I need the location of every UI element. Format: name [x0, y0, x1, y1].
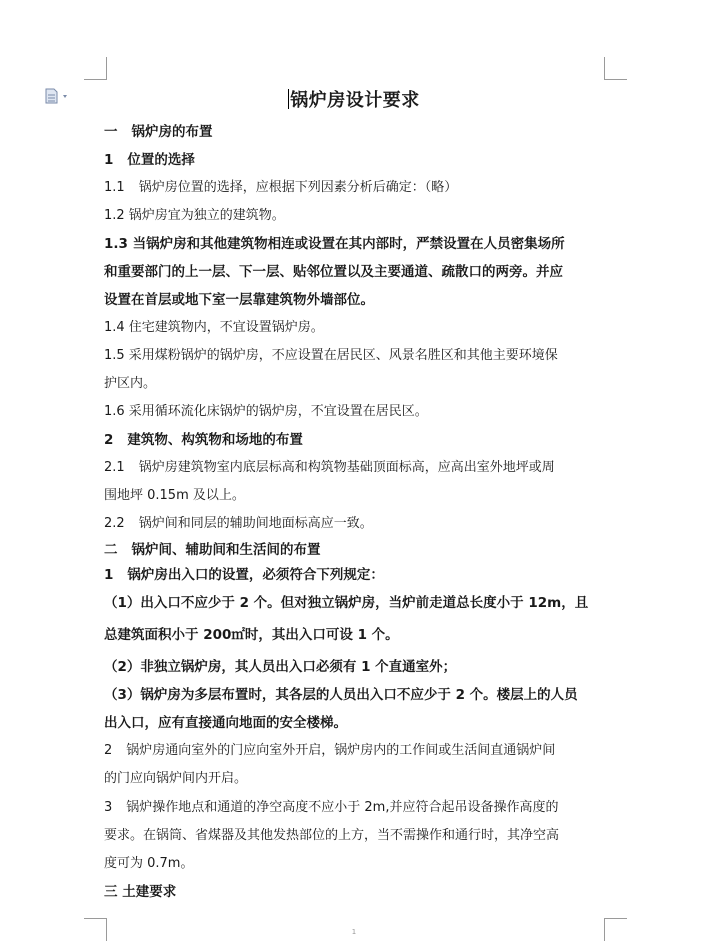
paragraph-2-2: 2.2 锅炉间和同层的辅助间地面标高应一致。: [104, 516, 373, 531]
rule-3-line-2: 出入口，应有直接通向地面的安全楼梯。: [104, 715, 347, 731]
rule-1-line-2: 总建筑面积小于 200㎡时，其出入口可设 1 个。: [104, 627, 399, 643]
rule-1-line-1: （1）出入口不应少于 2 个。但对独立锅炉房，当炉前走道总长度小于 12m，且: [104, 595, 589, 611]
heading-2-1: 1 锅炉房出入口的设置，必须符合下列规定：: [104, 567, 384, 583]
paragraph-1-5-line-2: 护区内。: [104, 376, 157, 391]
paragraph-1-1: 1.1 锅炉房位置的选择，应根据下列因素分析后确定：（略）: [104, 180, 458, 195]
crop-mark-top-left: [84, 57, 107, 80]
crop-mark-top-right: [604, 57, 627, 80]
paragraph-1-4: 1.4 住宅建筑物内，不宜设置锅炉房。: [104, 320, 324, 335]
paragraph-2-2-line-1: 2 锅炉房通向室外的门应向室外开启，锅炉房内的工作间或生活间直通锅炉间: [104, 743, 556, 758]
paragraph-1-6: 1.6 采用循环流化床锅炉的锅炉房，不宜设置在居民区。: [104, 404, 428, 419]
rule-2: （2）非独立锅炉房，其人员出入口必须有 1 个直通室外；: [104, 659, 457, 675]
paragraph-1-2: 1.2 锅炉房宜为独立的建筑物。: [104, 208, 285, 223]
paragraph-1-3-line-3: 设置在首层或地下室一层靠建筑物外墙部位。: [104, 292, 374, 308]
paragraph-1-3-line-1: 1.3 当锅炉房和其他建筑物相连或设置在其内部时，严禁设置在人员密集场所: [104, 236, 565, 252]
paragraph-2-2-line-2: 的门应向锅炉间内开启。: [104, 771, 248, 786]
paragraph-2-1-line-1: 2.1 锅炉房建筑物室内底层标高和构筑物基础顶面标高，应高出室外地坪或周: [104, 460, 555, 475]
paragraph-1-3-line-2: 和重要部门的上一层、下一层、贴邻位置以及主要通道、疏散口的两旁。并应: [104, 264, 563, 280]
heading-1-2: 2 建筑物、构筑物和场地的布置: [104, 432, 303, 448]
page-number: 1: [351, 928, 357, 936]
paragraph-2-3-line-1: 3 锅炉操作地点和通道的净空高度不应小于 2m,并应符合起吊设备操作高度的: [104, 800, 559, 815]
paragraph-2-3-line-2: 要求。在锅筒、省煤器及其他发热部位的上方，当不需操作和通行时，其净空高: [104, 828, 560, 843]
heading-1-1: 1 位置的选择: [104, 152, 195, 168]
document-title[interactable]: 锅炉房设计要求: [290, 90, 420, 111]
paragraph-2-1-line-2: 围地坪 0.15m 及以上。: [104, 488, 245, 503]
heading-1: 一 锅炉房的布置: [104, 124, 213, 140]
paragraph-1-5-line-1: 1.5 采用煤粉锅炉的锅炉房，不应设置在居民区、风景名胜区和其他主要环境保: [104, 348, 558, 363]
heading-2: 二 锅炉间、辅助间和生活间的布置: [104, 542, 321, 558]
rule-3-line-1: （3）锅炉房为多层布置时，其各层的人员出入口不应少于 2 个。楼层上的人员: [104, 687, 578, 703]
heading-3: 三 土建要求: [104, 884, 177, 900]
paragraph-2-3-line-3: 度可为 0.7m。: [104, 856, 194, 871]
